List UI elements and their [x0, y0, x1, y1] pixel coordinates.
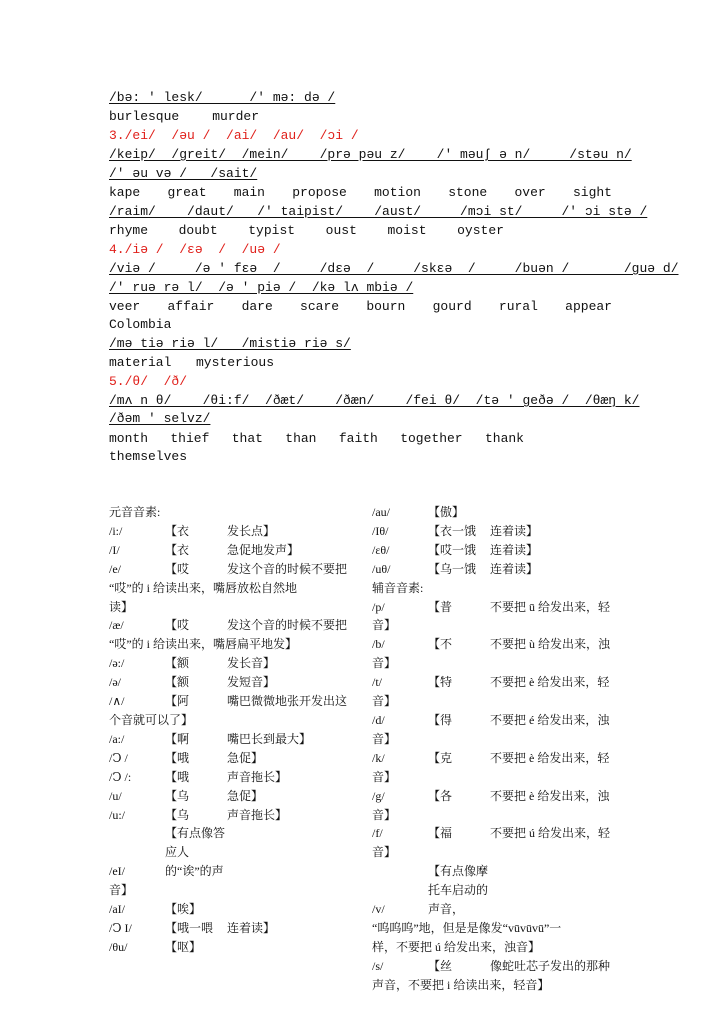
word: than [285, 431, 317, 446]
word: main [233, 185, 265, 200]
phoneme-gloss: 【额 [165, 656, 190, 671]
phoneme-row [372, 824, 612, 862]
phoneme-symbol: /aI/ [109, 902, 125, 917]
phoneme-note: 发这个音的时候不要把 [227, 561, 348, 576]
phoneme-row [109, 749, 359, 768]
word: propose [292, 185, 347, 200]
phoneme-row [109, 635, 359, 654]
phoneme-row [109, 730, 359, 749]
phoneme-row [372, 787, 612, 825]
word-row-1 [109, 109, 259, 125]
word: material [109, 355, 172, 370]
phoneme-note: 不要把 è 给发出来，轻 [490, 675, 610, 690]
phoneme-row [372, 692, 612, 711]
phoneme-gloss: 【阿 [165, 694, 190, 709]
word: oyster [457, 223, 504, 238]
ipa-line-4a: /viə / /ə ′ fεə / /dεə / /skεə / /buən / /guə d/ [109, 261, 679, 276]
phoneme-text: 元音音素: [109, 505, 161, 519]
phoneme-row [109, 692, 359, 711]
phoneme-row [372, 654, 612, 673]
phoneme-symbol: /s/ [372, 958, 384, 973]
phoneme-symbol: /v/ [372, 902, 385, 917]
phoneme-note: 发这个音的时候不要把 [227, 618, 348, 633]
phoneme-gloss: 【哎一饿 [428, 542, 477, 557]
phoneme-row [372, 711, 612, 749]
phoneme-note: 像蛇吐芯子发出的那种 [490, 958, 611, 973]
phoneme-symbol: /θu/ [109, 939, 128, 954]
ipa-line-5b: /ðəm ′ selvz/ [109, 411, 211, 426]
phoneme-row [109, 654, 359, 673]
phoneme-text: 音】 [372, 694, 397, 709]
phoneme-symbol: /εθ/ [372, 542, 390, 557]
phoneme-row [372, 616, 612, 635]
word-row-4c [109, 355, 274, 371]
phoneme-gloss: 【各 [428, 788, 453, 803]
phoneme-row [109, 787, 359, 806]
phoneme-row [109, 522, 359, 541]
phoneme-note: 发长点】 [227, 523, 276, 538]
phoneme-gloss: 【有点像答应人的“诶”的声 [165, 826, 226, 879]
phoneme-row [109, 768, 359, 787]
phoneme-text: “呜呜呜”地，但是是像发“vūvūvū”一 [372, 920, 562, 935]
phoneme-row [109, 919, 359, 938]
phoneme-gloss: 【乌一饿 [428, 561, 477, 576]
phoneme-note: 连着读】 [227, 920, 276, 935]
word: that [231, 431, 263, 446]
word: mysterious [195, 355, 274, 370]
phoneme-row [109, 560, 359, 579]
word: motion [374, 185, 421, 200]
phoneme-symbol: /a:/ [109, 731, 125, 746]
phoneme-note: 不要把 ú 给发出来，轻音】 [372, 826, 611, 860]
phoneme-symbol: /æ/ [109, 618, 124, 633]
phoneme-row [372, 522, 612, 541]
word: over [514, 185, 546, 200]
word: month [109, 431, 149, 446]
phoneme-gloss: 【不 [428, 637, 453, 652]
phoneme-gloss: 【呕】 [165, 939, 202, 954]
phoneme-gloss: 【衣一饿 [428, 523, 477, 538]
phoneme-gloss: 【福 [428, 826, 453, 841]
phoneme-symbol: /i:/ [109, 523, 123, 538]
word: rural [498, 299, 538, 314]
phoneme-note: 连着读】 [490, 561, 539, 576]
phoneme-gloss: 【哦 [165, 769, 190, 784]
phoneme-gloss: 【衣 [165, 542, 190, 557]
ipa-line-3b: /′ əu və / /sait/ [109, 166, 258, 181]
phoneme-note: 急促地发声】 [227, 542, 300, 557]
phoneme-note: 嘴巴长到最大】 [227, 731, 312, 746]
phoneme-symbol: /Ↄ /: [109, 769, 132, 784]
phoneme-row [372, 579, 612, 598]
word: affair [167, 299, 215, 314]
phoneme-symbol: /f/ [372, 826, 383, 841]
phoneme-note: 嘴巴微微地张开发出这 [227, 694, 348, 709]
word: thank [484, 431, 524, 446]
phoneme-row [109, 616, 359, 635]
phoneme-gloss: 【得 [428, 712, 453, 727]
word-themselves: themselves [109, 449, 188, 464]
phoneme-symbol: /uθ/ [372, 561, 391, 576]
word: murder [212, 109, 259, 124]
phoneme-text: “哎”的 i 给读出来，嘴唇放松自然地 [109, 580, 297, 595]
word-row-3 [109, 185, 612, 201]
word: gourd [432, 299, 472, 314]
phoneme-gloss: 【有点像摩托车启动的声音， [428, 864, 489, 917]
phoneme-text: 音】 [372, 656, 397, 671]
phoneme-row [109, 541, 359, 560]
phoneme-text: 辅音音素: [372, 580, 424, 595]
phoneme-row [372, 862, 612, 919]
word: rhyme [109, 223, 149, 238]
phoneme-note: 发短音】 [227, 675, 276, 690]
phoneme-row [372, 976, 612, 995]
section-heading-5: 5./θ/ /ð/ [109, 374, 188, 389]
phoneme-symbol: /eI/ [109, 864, 125, 879]
consonant-column [372, 503, 612, 995]
phoneme-gloss: 【哦一喂 [165, 920, 214, 935]
phoneme-row [372, 919, 612, 938]
phoneme-row [109, 673, 359, 692]
phoneme-row [372, 673, 612, 692]
phoneme-text: 个音就可以了】 [109, 712, 194, 727]
word: kape [109, 185, 141, 200]
phoneme-row [109, 824, 359, 881]
phoneme-symbol: /ə:/ [109, 656, 125, 671]
word: scare [300, 299, 340, 314]
phoneme-row [372, 938, 612, 957]
phoneme-gloss: 【特 [428, 675, 453, 690]
phoneme-note: 不要把 è 给发出来，浊音】 [372, 788, 610, 822]
phoneme-note: 不要把 é 给发出来，浊音】 [372, 712, 610, 746]
word: veer [109, 299, 141, 314]
phoneme-text: 音】 [109, 883, 134, 898]
phoneme-text: 读】 [109, 599, 134, 614]
phoneme-row [372, 560, 612, 579]
phoneme-note: 不要把 è 给发出来，轻 [490, 750, 610, 765]
phoneme-gloss: 【丝 [428, 958, 453, 973]
phoneme-symbol: /k/ [372, 750, 385, 765]
section-heading-4: 4./iə / /εə / /uə / [109, 242, 281, 257]
phoneme-gloss: 【唉】 [165, 902, 202, 917]
word-row-3c [109, 223, 504, 239]
phoneme-row [109, 598, 359, 617]
word: oust [325, 223, 357, 238]
phoneme-text: 样，不要把 ú 给发出来，浊音】 [372, 939, 541, 954]
phoneme-row [109, 900, 359, 919]
phoneme-note: 声音拖长】 [227, 807, 288, 822]
phoneme-gloss: 【克 [428, 750, 453, 765]
phoneme-row [372, 503, 612, 522]
phoneme-row [109, 503, 359, 522]
phoneme-gloss: 【乌 [165, 788, 190, 803]
phoneme-text: 音】 [372, 769, 397, 784]
word: faith [338, 431, 378, 446]
phoneme-symbol: /g/ [372, 788, 385, 803]
word-row-5 [109, 431, 524, 447]
phoneme-gloss: 【哦 [165, 750, 190, 765]
phoneme-row [109, 579, 359, 598]
phoneme-note: 急促】 [227, 750, 264, 765]
phoneme-gloss: 【衣 [165, 523, 190, 538]
phoneme-text: “哎”的 i 给读出来，嘴唇扁平地发】 [109, 637, 297, 652]
phoneme-symbol: /e/ [109, 561, 121, 576]
ipa-line-1: /bə: ′ lesk/ /′ mə: də / [109, 90, 336, 105]
phoneme-symbol: /au/ [372, 505, 390, 519]
word: moist [387, 223, 427, 238]
phoneme-row [372, 957, 612, 976]
phoneme-row [109, 711, 359, 730]
phoneme-note: 声音拖长】 [227, 769, 288, 784]
ipa-line-4b: /′ ruə rə l/ /ə ′ piə / /kə lʌ mbiə / [109, 280, 414, 295]
phoneme-symbol: /u/ [109, 788, 122, 803]
phoneme-gloss: 【普 [428, 599, 453, 614]
phoneme-note: 连着读】 [490, 542, 539, 557]
ipa-line-3a: /keip/ /greit/ /mein/ /prə pəu z/ /′ məuʃ ə n/ /stəu n/ [109, 147, 632, 162]
word: together [400, 431, 463, 446]
word: stone [448, 185, 488, 200]
word: burlesque [109, 109, 180, 124]
phoneme-symbol: /p/ [372, 599, 385, 614]
phoneme-row [109, 881, 359, 900]
phoneme-symbol: /Ↄ I/ [109, 920, 132, 935]
phoneme-symbol: /I/ [109, 542, 120, 557]
phoneme-row [372, 635, 612, 654]
word: great [167, 185, 207, 200]
phoneme-row [372, 749, 612, 768]
word-colombia: Colombia [109, 317, 172, 332]
word: doubt [178, 223, 218, 238]
ipa-line-3c: /raim/ /daut/ /′ taipist/ /aust/ /mɔi st/ /′ ɔi stə / [109, 204, 648, 219]
phoneme-symbol: /t/ [372, 675, 383, 690]
phoneme-symbol: /∧/ [109, 694, 125, 709]
word: dare [241, 299, 273, 314]
word: bourn [366, 299, 406, 314]
ipa-line-5a: /mʌ n θ/ /θi:f/ /ðæt/ /ðæn/ /fei θ/ /tə ′ geðə / /θæŋ k/ [109, 393, 640, 408]
phoneme-gloss: 【啊 [165, 731, 190, 746]
phoneme-symbol: /ə/ [109, 675, 121, 690]
phoneme-note: 不要把 ù 给发出来，浊 [490, 637, 611, 652]
phoneme-row [372, 598, 612, 617]
word-row-4 [109, 299, 612, 315]
phoneme-gloss: 【哎 [165, 618, 190, 633]
phoneme-note: 急促】 [227, 788, 264, 803]
word: appear [565, 299, 612, 314]
phoneme-gloss: 【哎 [165, 561, 190, 576]
phoneme-symbol: /b/ [372, 637, 385, 652]
phoneme-row [372, 768, 612, 787]
word: sight [572, 185, 612, 200]
section-heading-3: 3./ei/ /əu / /ai/ /au/ /ɔi / [109, 128, 359, 143]
phoneme-row [109, 806, 359, 825]
vowel-column [109, 503, 359, 957]
phoneme-symbol: /Ↄ / [109, 750, 128, 765]
phoneme-note: 发长音】 [227, 656, 276, 671]
phoneme-symbol: /Iθ/ [372, 523, 389, 538]
phoneme-symbol: /u:/ [109, 807, 126, 822]
phoneme-note: 连着读】 [490, 523, 539, 538]
phoneme-text: 声音，不要把 i 给读出来，轻音】 [372, 977, 550, 992]
phoneme-row [372, 541, 612, 560]
word: thief [170, 431, 210, 446]
phoneme-gloss: 【傲】 [428, 505, 465, 519]
phoneme-gloss: 【乌 [165, 807, 190, 822]
phoneme-symbol: /d/ [372, 712, 385, 727]
ipa-line-4c: /mə tiə riə l/ /mistiə riə s/ [109, 336, 351, 351]
word: typist [248, 223, 296, 238]
phoneme-text: 音】 [372, 618, 397, 633]
phoneme-gloss: 【额 [165, 675, 190, 690]
phoneme-row [109, 938, 359, 957]
phoneme-note: 不要把 ū 给发出来，轻 [490, 599, 611, 614]
